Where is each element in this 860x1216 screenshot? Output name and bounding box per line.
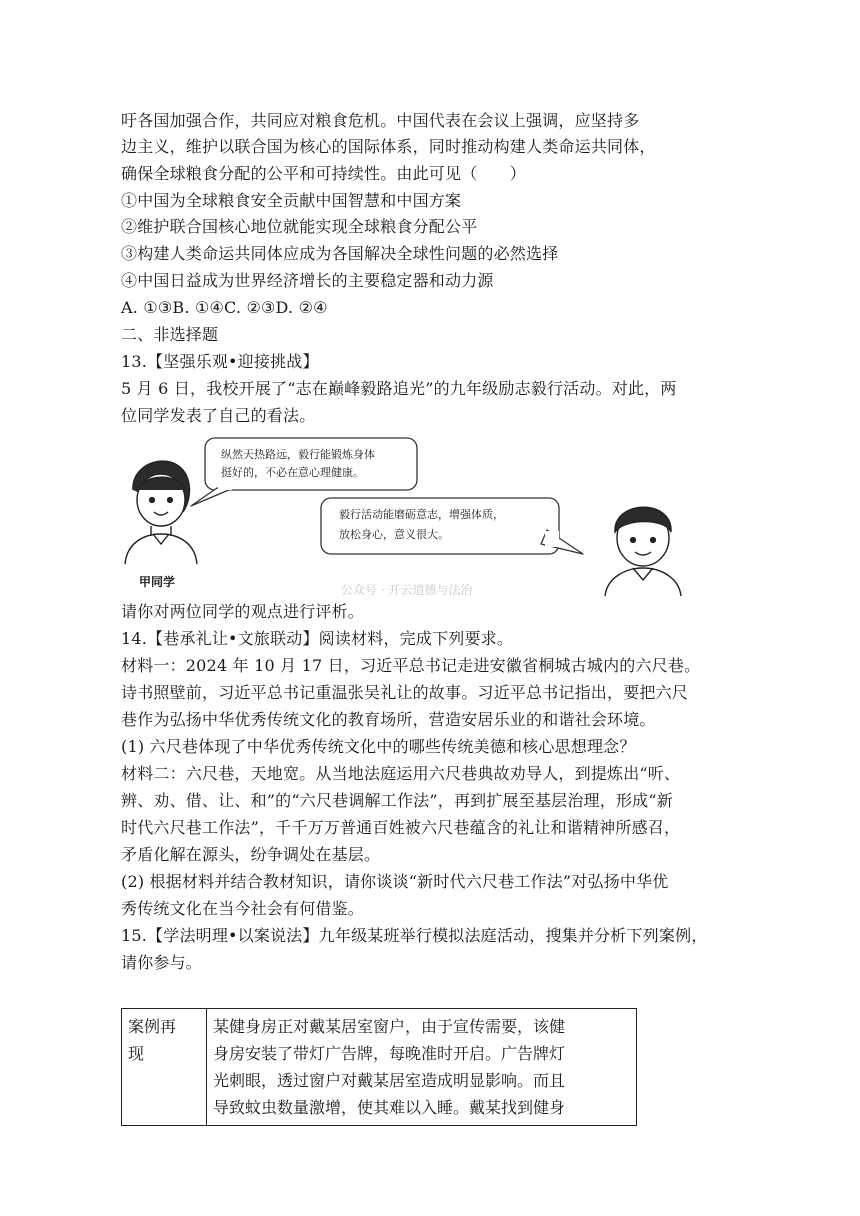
question-14-title: 14.【巷承礼让•文旅联动】阅读材料，完成下列要求。 <box>121 629 514 648</box>
text-line: 位同学发表了自己的看法。 <box>121 406 316 425</box>
head-line-2: 现 <box>128 1044 145 1063</box>
body-line-3: 光刺眼，透过窗户对戴某居室造成明显影响。而且 <box>213 1071 566 1090</box>
text-line: 时代六尺巷工作法”，千千万万普通百姓被六尺巷蕴含的礼让和谐精神所感召， <box>121 818 681 837</box>
text-line: 吁各国加强合作，共同应对粮食危机。中国代表在会议上强调，应坚持多 <box>121 111 640 130</box>
head-line-1: 案例再 <box>128 1017 177 1036</box>
students-illustration <box>121 434 741 596</box>
speech-bubble-left <box>191 438 417 506</box>
answer-choices: A. ①③B. ①④C. ②③D. ②④ <box>121 298 328 317</box>
text-line: 辨、劝、借、让、和”的“六尺巷调解工作法”，再到扩展至基层治理，形成“新 <box>121 791 673 810</box>
case-table <box>121 1008 637 1126</box>
table-body-cell <box>207 1009 637 1126</box>
text-line: 5 月 6 日，我校开展了“志在巅峰毅路追光”的九年级励志毅行活动。对此，两 <box>121 379 677 398</box>
option-1: ①中国为全球粮食安全贡献中国智慧和中国方案 <box>121 191 462 210</box>
text-line: 诗书照壁前，习近平总书记重温张吴礼让的故事。习近平总书记指出，要把六尺 <box>121 683 689 702</box>
option-2: ②维护联合国核心地位就能实现全球粮食分配公平 <box>121 217 478 236</box>
sub-question-2: (2) 根据材料并结合教材知识，请你谈谈“新时代六尺巷工作法”对弘扬中华优 <box>121 872 669 891</box>
body-line-2: 身房安装了带灯广告牌，每晚准时开启。广告牌灯 <box>213 1044 566 1063</box>
text-line: 矛盾化解在源头，纷争调处在基层。 <box>121 845 381 864</box>
speech-bubble-right <box>321 498 583 554</box>
text-line: 确保全球粮食分配的公平和可持续性。由此可见（ ） <box>121 164 527 183</box>
bubble-left-line-2: 挺好的，不必在意心理健康。 <box>221 466 364 479</box>
text-line: 边主义，维护以联合国为核心的国际体系，同时推动构建人类命运共同体， <box>121 137 656 156</box>
option-3: ③构建人类命运共同体应成为各国解决全球性问题的必然选择 <box>121 244 559 263</box>
bubble-right-line-2: 放松身心，意义很大。 <box>339 528 449 541</box>
question-13-title: 13.【坚强乐观•迎接挑战】 <box>121 352 319 371</box>
section-heading: 二、非选择题 <box>121 325 219 344</box>
bubble-left-line-1: 纵然天热路远，毅行能锻炼身体 <box>221 448 375 461</box>
text-line: 请你对两位同学的观点进行评析。 <box>121 602 365 621</box>
table-row <box>122 1009 637 1126</box>
body-line-4: 导致蚊虫数量激增，使其难以入睡。戴某找到健身 <box>213 1098 566 1117</box>
figure-caption: 甲同学 <box>139 575 176 589</box>
girl-student-icon <box>125 461 197 564</box>
text-line: 秀传统文化在当今社会有何借鉴。 <box>121 899 365 918</box>
boy-student-icon <box>605 507 681 596</box>
text-line: 材料二：六尺巷，天地宽。从当地法庭运用六尺巷典故劝导人，到提炼出“听、 <box>121 764 681 783</box>
option-4: ④中国日益成为世界经济增长的主要稳定器和动力源 <box>121 271 494 290</box>
table-head-cell <box>122 1009 207 1126</box>
watermark: 公众号 · 开云道德与法治 <box>341 583 473 596</box>
sub-question-1: (1) 六尺巷体现了中华优秀传统文化中的哪些传统美德和核心思想理念？ <box>121 737 636 756</box>
body-line-1: 某健身房正对戴某居室窗户，由于宣传需要，该健 <box>213 1017 566 1036</box>
text-line: 材料一：2024 年 10 月 17 日，习近平总书记走进安徽省桐城古城内的六尺巷。 <box>121 656 701 675</box>
text-line: 巷作为弘扬中华优秀传统文化的教育场所，营造安居乐业的和谐社会环境。 <box>121 710 656 729</box>
text-line: 请你参与。 <box>121 953 203 972</box>
question-15-title: 15.【学法明理•以案说法】九年级某班举行模拟法庭活动，搜集并分析下列案例， <box>121 926 708 945</box>
bubble-right-line-1: 毅行活动能磨砺意志，增强体质， <box>339 508 504 521</box>
